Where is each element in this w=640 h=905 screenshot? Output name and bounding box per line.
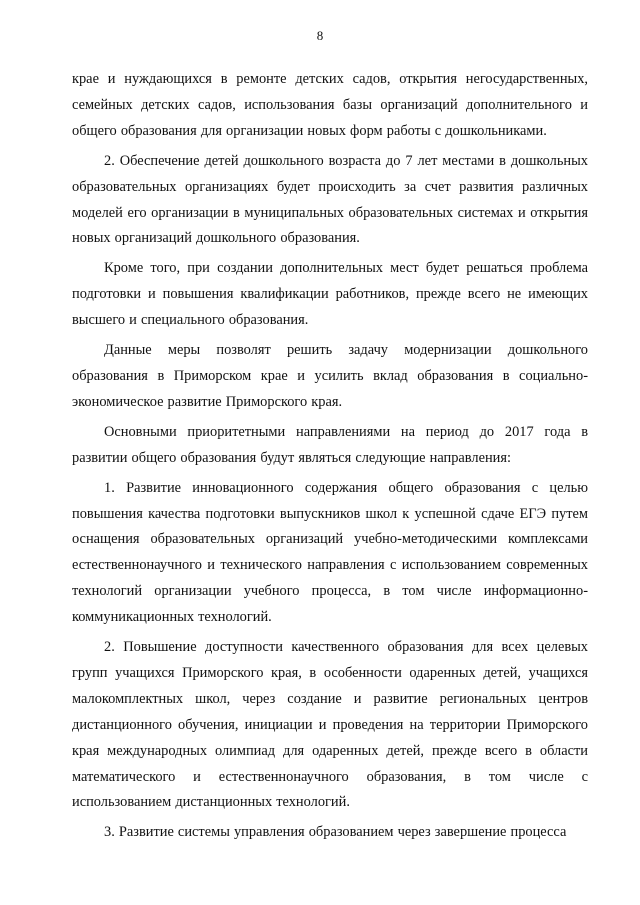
paragraph-continuation: крае и нуждающихся в ремонте детских садов, открытия негосударственных, семейных детских садов, использования базы организаций дополнительного и общего образования для организации новых форм работы с дошкольниками. xyxy=(72,71,588,139)
paragraph-direction-2: 2. Повышение доступности качественного образования для всех целевых групп учащихся Приморского края, в особенности одаренных детей, учащихся малокомплектных школ, через создание и развитие региональных центров дистанционного обучения, инициации и проведения на территории Приморского края международных олимпиад для одаренных детей, прежде всего в области математического и естественнонаучного образования, в том числе с использованием дистанционных технологий. xyxy=(72,639,588,811)
paragraph-priority-directions: Основными приоритетными направлениями на период до 2017 года в развитии общего образования будут являться следующие направления: xyxy=(72,423,588,466)
paragraph-item-2-preschool-places: 2. Обеспечение детей дошкольного возраста до 7 лет местами в дошкольных образовательных организациях будет происходить за счет развития различных моделей его организации в муниципальных образовательных системах и открытия новых организаций дошкольного образования. xyxy=(72,152,588,247)
paragraph-staff-training: Кроме того, при создании дополнительных мест будет решаться проблема подготовки и повышения квалификации работников, прежде всего не имеющих высшего и специального образования. xyxy=(72,260,588,329)
page-number: 8 xyxy=(316,28,324,43)
document-body xyxy=(72,67,588,850)
paragraph-modernization-measures: Данные меры позволят решить задачу модернизации дошкольного образования в Приморском крае и усилить вклад образования в социально-экономическое развитие Приморского края. xyxy=(72,342,588,410)
paragraph-direction-3: 3. Развитие системы управления образованием через завершение процесса xyxy=(104,824,567,841)
paragraph-direction-1: 1. Развитие инновационного содержания общего образования с целью повышения качества подготовки выпускников школ к успешной сдаче ЕГЭ путем оснащения образовательных организаций учебно-методическими комплексами естественнонаучного и технического направления с использованием современных технологий организации учебного процесса, в том числе информационно-коммуникационных технологий. xyxy=(72,479,588,626)
